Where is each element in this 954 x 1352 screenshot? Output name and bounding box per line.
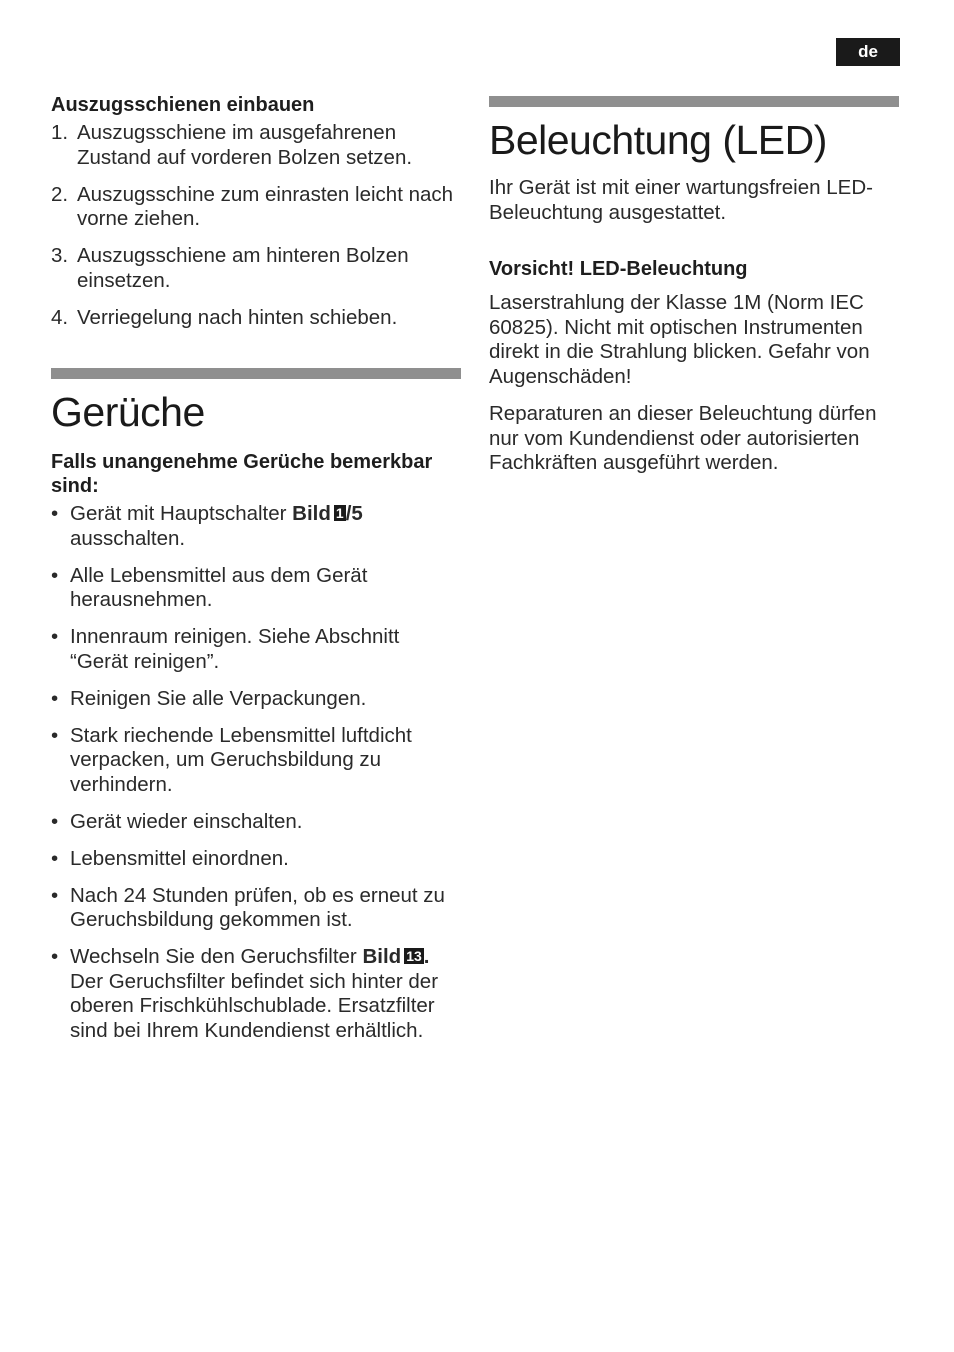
step-number: 2.	[51, 182, 69, 206]
list-item	[51, 625, 461, 674]
bullet-icon: •	[51, 625, 59, 648]
odors-subheading: Falls unangenehme Gerüche bemerkbar sind:	[51, 451, 433, 497]
bullet-icon: •	[51, 686, 59, 710]
caution-heading: Vorsicht! LED-Beleuchtung	[489, 258, 748, 280]
language-badge: de	[836, 38, 900, 66]
step-number: 1.	[51, 121, 69, 144]
bullet-icon: •	[51, 563, 59, 587]
list-item	[51, 244, 461, 293]
list-item	[51, 502, 461, 551]
right-column	[489, 96, 899, 476]
odors-title: Gerüche	[51, 389, 205, 435]
figure-reference: Bild 1/5	[292, 502, 363, 525]
bullet-text: Wechseln Sie den Geruchsfilter Bild 13. Der Geruchsfilter befindet sich hinter der oberen Frischkühlschublade. Ersatzfilter sind bei Ihrem Kundendienst erhältlich.	[70, 945, 439, 1042]
bullet-text: Nach 24 Stunden prüfen, ob es erneut zu Geruchsbildung gekommen ist.	[70, 883, 445, 931]
list-item	[51, 724, 461, 798]
bullet-text: Reinigen Sie alle Verpackungen.	[70, 686, 367, 710]
list-item	[51, 183, 461, 232]
mounting-heading: Auszugsschienen einbauen	[51, 94, 315, 116]
list-item	[51, 810, 461, 835]
list-item	[51, 884, 461, 933]
bullet-text: Stark riechende Lebensmittel luftdicht verpacken, um Geruchsbildung zu verhindern.	[70, 723, 412, 796]
figure-reference: Bild 13.	[362, 945, 430, 968]
step-text: Auszugsschiene am hinteren Bolzen einsetzen.	[77, 244, 409, 292]
step-number: 4.	[51, 305, 69, 329]
mounting-steps	[51, 121, 461, 330]
bullet-text: Alle Lebensmittel aus dem Gerät herausnehmen.	[70, 563, 368, 611]
list-item	[51, 564, 461, 613]
lighting-intro: Ihr Gerät ist mit einer wartungsfreien LED-Beleuchtung ausgestattet.	[489, 176, 873, 224]
step-number: 3.	[51, 244, 69, 267]
bullet-icon: •	[51, 809, 59, 833]
step-text: Verriegelung nach hinten schieben.	[77, 305, 398, 329]
bullet-icon: •	[51, 945, 59, 968]
bullet-text: Innenraum reinigen. Siehe Abschnitt “Gerät reinigen”.	[70, 625, 400, 673]
figure-number-badge: 1	[335, 505, 344, 521]
list-item	[51, 687, 461, 712]
bullet-icon: •	[51, 723, 59, 747]
repair-text: Reparaturen an dieser Beleuchtung dürfen nur vom Kundendienst oder autorisierten Fachkräften ausgeführt werden.	[489, 402, 877, 474]
bullet-icon: •	[51, 846, 59, 870]
lighting-title: Beleuchtung (LED)	[489, 117, 827, 163]
odors-list	[51, 502, 461, 1043]
bullet-text: Lebensmittel einordnen.	[70, 846, 289, 870]
step-text: Auszugsschiene im ausgefahrenen Zustand auf vorderen Bolzen setzen.	[77, 121, 413, 169]
section-divider	[489, 96, 899, 107]
section-divider	[51, 368, 461, 379]
list-item	[51, 945, 461, 1043]
bullet-icon: •	[51, 502, 59, 525]
bullet-icon: •	[51, 883, 59, 907]
list-item	[51, 847, 461, 872]
left-column	[51, 93, 461, 1056]
caution-text: Laserstrahlung der Klasse 1M (Norm IEC 60825). Nicht mit optischen Instrumenten direkt in die Strahlung blicken. Gefahr von Augenschäden!	[489, 291, 870, 388]
bullet-text: Gerät wieder einschalten.	[70, 809, 303, 833]
bullet-text: Gerät mit Hauptschalter Bild 1/5 ausschalten.	[70, 502, 363, 550]
list-item	[51, 121, 461, 170]
figure-number-badge: 13	[406, 948, 422, 964]
list-item	[51, 306, 461, 331]
step-text: Auszugsschine zum einrasten leicht nach vorne ziehen.	[77, 182, 454, 230]
